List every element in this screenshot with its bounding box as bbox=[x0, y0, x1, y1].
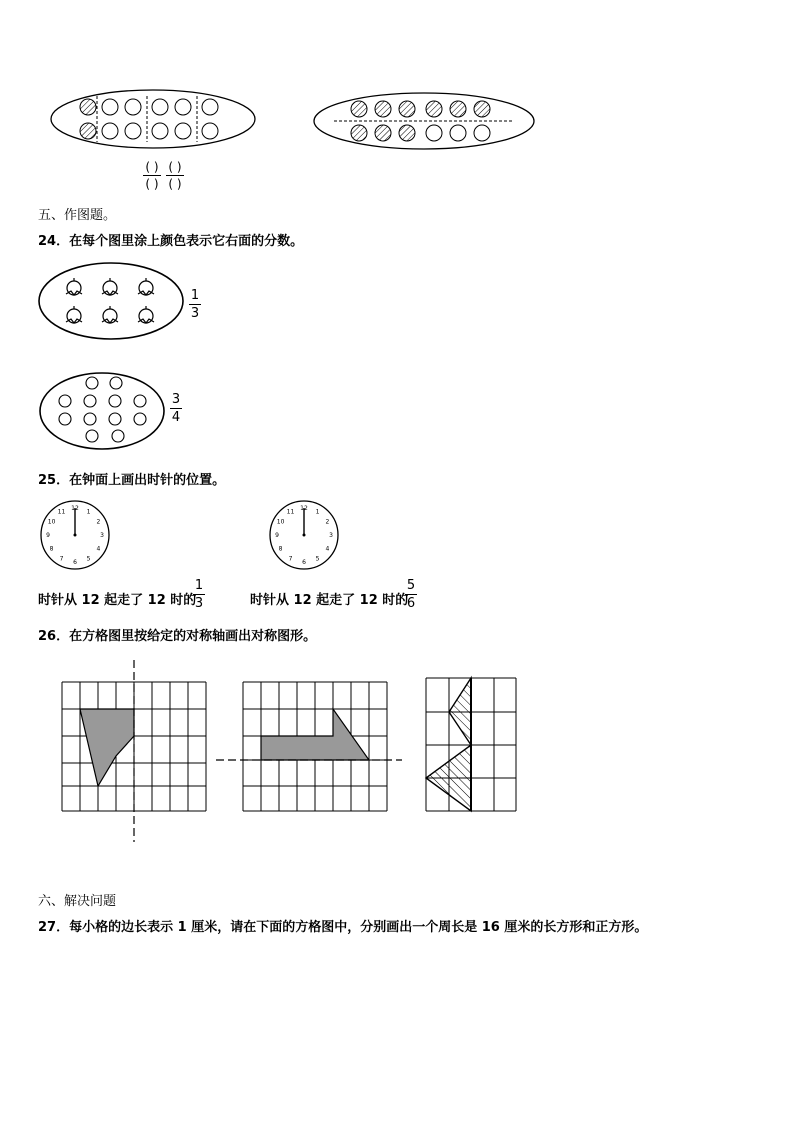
clock-number: 3 bbox=[100, 532, 104, 539]
clock-number: 5 bbox=[86, 555, 91, 563]
q24-oval-apples[interactable] bbox=[40, 372, 170, 452]
numerator: 1 bbox=[194, 578, 204, 593]
numerator: 3 bbox=[171, 392, 181, 407]
clock-number: 3 bbox=[329, 532, 333, 539]
clock-number: 11 bbox=[57, 508, 66, 516]
clock-number: 12 bbox=[300, 505, 308, 512]
numerator: 5 bbox=[406, 578, 416, 593]
symmetry-grid-3[interactable] bbox=[424, 676, 520, 816]
denominator: 3 bbox=[190, 306, 200, 321]
q24-fraction-three-quarters bbox=[170, 392, 182, 425]
numerator: 1 bbox=[190, 288, 200, 303]
clock-number: 7 bbox=[59, 555, 64, 563]
clock-number: 12 bbox=[71, 505, 79, 512]
clock-number: 2 bbox=[96, 518, 101, 526]
question-27-text: 27．每小格的边长表示 1 厘米，请在下面的方格图中，分别画出一个周长是 16 厘米的长方形和正方形。 bbox=[38, 920, 648, 935]
symmetry-grid-2[interactable] bbox=[216, 680, 406, 820]
oval-figure-right bbox=[314, 92, 539, 152]
clock-face-left[interactable] bbox=[39, 499, 111, 571]
clock-number: 11 bbox=[286, 508, 295, 516]
question-25-text: 25．在钟面上画出时针的位置。 bbox=[38, 473, 226, 488]
oval-figure-left bbox=[50, 88, 260, 148]
clock-number: 9 bbox=[275, 532, 279, 539]
denominator: 6 bbox=[406, 596, 416, 611]
clock-number: 10 bbox=[47, 518, 56, 526]
q24-fraction-one-third bbox=[189, 288, 201, 321]
denominator: 4 bbox=[171, 410, 181, 425]
q24-oval-persimmons[interactable] bbox=[38, 262, 188, 342]
clock-number: 5 bbox=[315, 555, 320, 563]
clock-number: 2 bbox=[325, 518, 330, 526]
clock-face-right[interactable] bbox=[268, 499, 340, 571]
question-24-text: 24．在每个图里涂上颜色表示它右面的分数。 bbox=[38, 234, 304, 249]
clock-number: 1 bbox=[86, 508, 91, 516]
section-five-heading: 五、作图题。 bbox=[38, 208, 117, 223]
clock-number: 10 bbox=[276, 518, 285, 526]
blank-denominator: ( ) bbox=[168, 177, 182, 191]
blank-numerator: ( ) bbox=[168, 160, 182, 174]
clock-number: 8 bbox=[49, 545, 54, 553]
q25-caption-right: 时针从 12 起走了 12 时的 bbox=[250, 593, 409, 608]
q25-fraction-right bbox=[405, 578, 417, 611]
clock-number: 8 bbox=[278, 545, 283, 553]
clock-number: 7 bbox=[288, 555, 293, 563]
blank-fraction-2 bbox=[166, 160, 184, 191]
clock-number: 4 bbox=[325, 545, 330, 553]
blank-fraction-1 bbox=[143, 160, 161, 191]
q25-fraction-left bbox=[193, 578, 205, 611]
denominator: 3 bbox=[194, 596, 204, 611]
blank-numerator: ( ) bbox=[145, 160, 159, 174]
question-26-text: 26．在方格图里按给定的对称轴画出对称图形。 bbox=[38, 629, 317, 644]
clock-number: 9 bbox=[46, 532, 50, 539]
blank-denominator: ( ) bbox=[145, 177, 159, 191]
symmetry-grid-1[interactable] bbox=[60, 660, 210, 840]
clock-number: 6 bbox=[73, 559, 77, 566]
clock-number: 4 bbox=[96, 545, 101, 553]
clock-number: 6 bbox=[302, 559, 306, 566]
section-six-heading: 六、解决问题 bbox=[38, 894, 117, 909]
clock-number: 1 bbox=[315, 508, 320, 516]
q25-caption-left: 时针从 12 起走了 12 时的 bbox=[38, 593, 197, 608]
